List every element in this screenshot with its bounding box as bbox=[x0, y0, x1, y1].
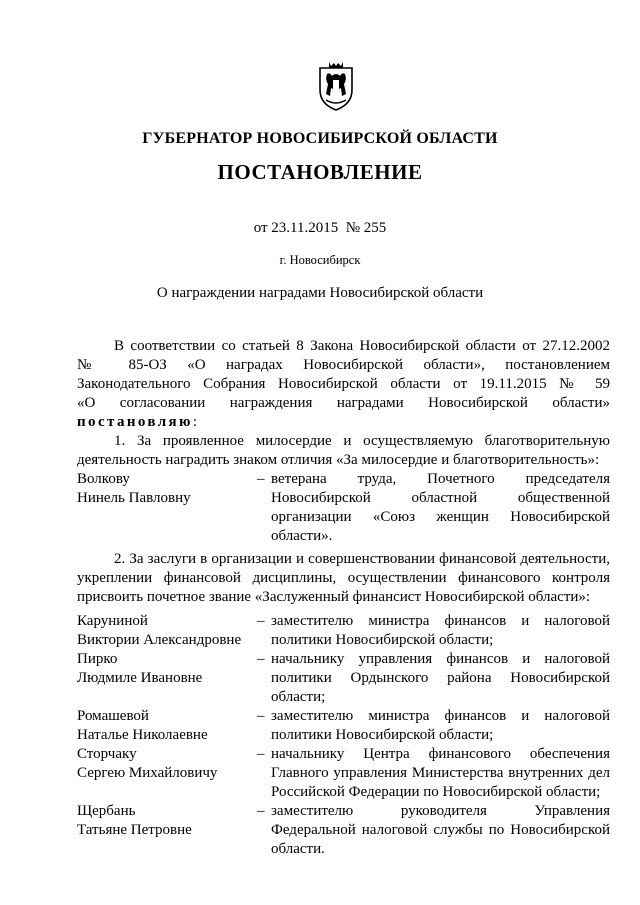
preamble-line: «О согласовании награждения наградами Новосибирской области» bbox=[77, 395, 610, 411]
recipient-given-names: Виктории Александровне bbox=[77, 632, 242, 648]
recipient-name bbox=[77, 612, 257, 650]
recipient-description bbox=[271, 470, 610, 546]
item2-recipients-list bbox=[77, 612, 610, 859]
description-line: политики Новосибирской области; bbox=[271, 727, 494, 743]
decree-word: постановляю bbox=[77, 414, 193, 430]
description-line: заместителю руководителя Управления bbox=[271, 803, 610, 819]
recipient-description bbox=[271, 745, 610, 802]
description-line: области. bbox=[271, 841, 325, 857]
description-line: Федеральной налоговой службы по Новосибирской bbox=[271, 822, 610, 838]
recipient-name bbox=[77, 745, 257, 802]
recipient-dash: – bbox=[257, 803, 265, 819]
item2-paragraph bbox=[77, 550, 610, 607]
coat-of-arms-emblem bbox=[316, 60, 356, 112]
recipient-surname: Щербань bbox=[77, 803, 136, 819]
recipient-surname: Сторчаку bbox=[77, 746, 137, 762]
recipient-dash: – bbox=[257, 651, 265, 667]
item2-line: 2. За заслуги в организации и совершенствовании финансовой деятельности, bbox=[114, 551, 610, 567]
preamble-line: В соответствии со статьей 8 Закона Новосибирской области от 27.12.2002 bbox=[114, 338, 610, 354]
description-line: Главного управления Министерства внутренних дел bbox=[271, 765, 610, 781]
preamble-line: Законодательного Собрания Новосибирской области от 19.11.2015 № 59 bbox=[77, 376, 610, 392]
recipient-given-names: Нинель Павловну bbox=[77, 490, 191, 506]
recipient-description bbox=[271, 612, 610, 650]
recipient-dash: – bbox=[257, 708, 265, 724]
recipient-dash: – bbox=[257, 746, 265, 762]
description-line: заместителю министра финансов и налоговой bbox=[271, 708, 610, 724]
recipient-row bbox=[77, 802, 610, 859]
item2-line: укреплении финансовой дисциплины, осуществлении финансового контроля bbox=[77, 570, 610, 586]
item1-line: 1. За проявленное милосердие и осуществляемую благотворительную bbox=[114, 433, 610, 449]
recipient-description bbox=[271, 802, 610, 859]
subject-line: О награждении наградами Новосибирской области bbox=[156, 285, 484, 301]
description-line: области». bbox=[271, 528, 333, 544]
recipient-given-names: Наталье Николаевне bbox=[77, 727, 208, 743]
recipient-description bbox=[271, 650, 610, 707]
description-line: области; bbox=[271, 689, 326, 705]
item1-recipients-list bbox=[77, 470, 610, 546]
description-line: Российской Федерации по Новосибирской области; bbox=[271, 784, 601, 800]
date-number-line: от 23.11.2015 № 255 bbox=[253, 220, 387, 236]
recipient-surname: Каруниной bbox=[77, 613, 148, 629]
recipient-row bbox=[77, 707, 610, 745]
decree-word-line bbox=[77, 413, 610, 432]
document-type-title: ПОСТАНОВЛЕНИЕ bbox=[217, 160, 423, 184]
recipient-name bbox=[77, 470, 257, 546]
description-line: политики Новосибирской области; bbox=[271, 632, 494, 648]
description-line: начальнику управления финансов и налоговой bbox=[271, 651, 610, 667]
city-line: г. Новосибирск bbox=[279, 253, 361, 267]
item2-line: присвоить почетное звание «Заслуженный финансист Новосибирской области»: bbox=[77, 589, 591, 605]
recipient-surname: Ромашевой bbox=[77, 708, 149, 724]
recipient-row bbox=[77, 470, 610, 546]
description-line: политики Ордынского района Новосибирской bbox=[271, 670, 610, 686]
item1-line: деятельность наградить знаком отличия «За милосердие и благотворительность»: bbox=[77, 452, 600, 468]
recipient-dash: – bbox=[257, 613, 265, 629]
recipient-given-names: Татьяне Петровне bbox=[77, 822, 192, 838]
recipient-surname: Волкову bbox=[77, 471, 130, 487]
recipient-dash: – bbox=[257, 471, 265, 487]
recipient-name bbox=[77, 707, 257, 745]
recipient-row bbox=[77, 650, 610, 707]
recipient-row bbox=[77, 745, 610, 802]
recipient-description bbox=[271, 707, 610, 745]
recipient-name bbox=[77, 802, 257, 859]
recipient-given-names: Людмиле Ивановне bbox=[77, 670, 203, 686]
description-line: заместителю министра финансов и налоговой bbox=[271, 613, 610, 629]
governor-title: ГУБЕРНАТОР НОВОСИБИРСКОЙ ОБЛАСТИ bbox=[142, 130, 498, 147]
recipient-surname: Пирко bbox=[77, 651, 118, 667]
description-line: Новосибирской областной общественной bbox=[271, 490, 610, 506]
preamble-line: № 85-ОЗ «О наградах Новосибирской области», постановлением bbox=[77, 357, 610, 373]
description-line: ветерана труда, Почетного председателя bbox=[271, 471, 610, 487]
recipient-given-names: Сергею Михайловичу bbox=[77, 765, 218, 781]
recipient-name bbox=[77, 650, 257, 707]
recipient-row bbox=[77, 612, 610, 650]
decree-colon: : bbox=[192, 414, 198, 430]
description-line: организации «Союз женщин Новосибирской bbox=[271, 509, 610, 525]
preamble-paragraph bbox=[77, 337, 610, 470]
description-line: начальнику Центра финансового обеспечения bbox=[271, 746, 610, 762]
